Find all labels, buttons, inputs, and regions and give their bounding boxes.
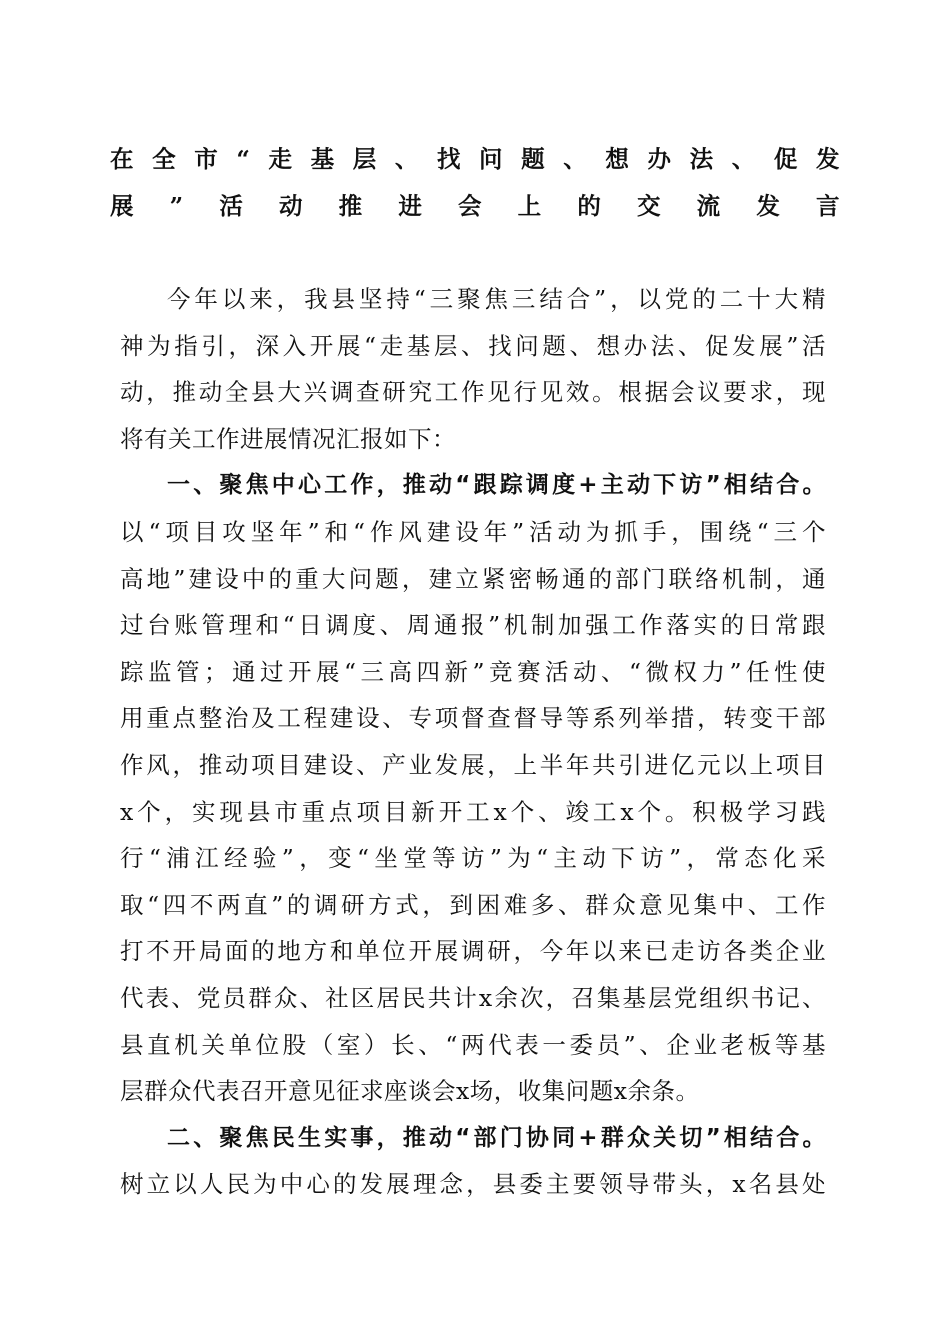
text-line: 代表、党员群众、社区居民共计x余次，召集基层党组织书记、 <box>120 983 826 1012</box>
intro-paragraph <box>120 276 826 462</box>
document-body <box>120 276 826 1208</box>
text-line: 树立以人民为中心的发展理念，县委主要领导带头，x名县处 <box>120 1170 826 1199</box>
text-line: 高地”建设中的重大问题，建立紧密畅通的部门联络机制，通 <box>120 564 826 593</box>
text-line: 今年以来，我县坚持“三聚焦三结合”，以党的二十大精 <box>167 285 826 313</box>
text-line: x个，实现县市重点项目新开工x个、竣工x个。积极学习践 <box>120 797 826 826</box>
text-line: 用重点整治及工程建设、专项督查督导等系列举措，转变干部 <box>120 704 826 733</box>
text-line: 打不开局面的地方和单位开展调研，今年以来已走访各类企业 <box>120 937 826 966</box>
title-line-1: 在全市“走基层、找问题、想办法、促发 <box>110 145 840 173</box>
text-line: 作风，推动项目建设、产业发展，上半年共引进亿元以上项目 <box>120 750 826 779</box>
text-line: 以“项目攻坚年”和“作风建设年”活动为抓手，围绕“三个 <box>120 517 826 546</box>
text-line: 层群众代表召开意见征求座谈会x场，收集问题x余条。 <box>120 1077 700 1106</box>
text-line: 县直机关单位股（室）长、“两代表一委员”、企业老板等基 <box>120 1030 826 1059</box>
text-line: 动，推动全县大兴调查研究工作见行见效。根据会议要求，现 <box>120 378 826 407</box>
text-line: 将有关工作进展情况汇报如下： <box>120 424 456 453</box>
section-heading: 一、聚焦中心工作，推动“跟踪调度+主动下访”相结合。 <box>167 472 826 499</box>
text-line: 神为指引，深入开展“走基层、找问题、想办法、促发展”活 <box>120 331 826 360</box>
title-line-2: 展”活动推进会上的交流发言 <box>110 191 840 220</box>
section-two <box>120 1115 826 1208</box>
text-line: 取“四不两直”的调研方式，到困难多、群众意见集中、工作 <box>120 890 826 919</box>
text-line: 踪监管；通过开展“三高四新”竞赛活动、“微权力”任性使 <box>120 657 826 686</box>
document-title <box>110 136 840 229</box>
section-heading: 二、聚焦民生实事，推动“部门协同+群众关切”相结合。 <box>167 1124 826 1151</box>
text-line: 过台账管理和“日调度、周通报”机制加强工作落实的日常跟 <box>120 611 826 640</box>
section-one <box>120 462 826 1114</box>
text-line: 行“浦江经验”，变“坐堂等访”为“主动下访”，常态化采 <box>120 844 826 873</box>
